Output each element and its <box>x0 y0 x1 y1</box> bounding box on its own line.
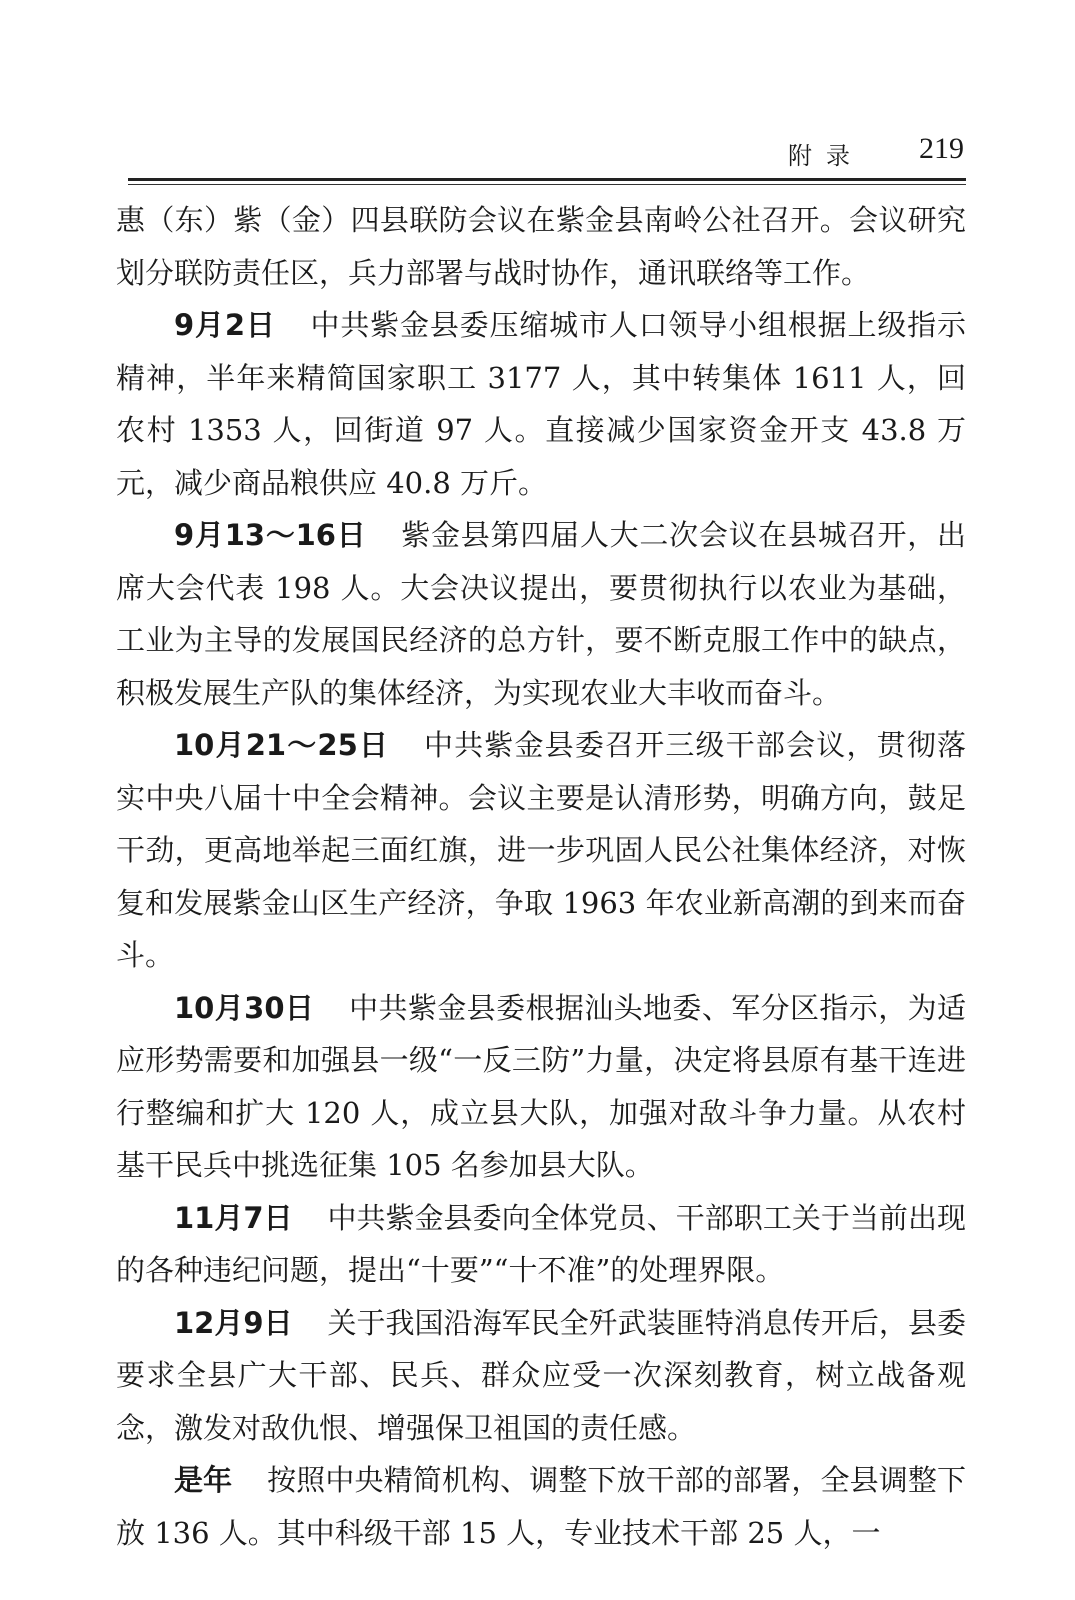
entry-date: 10月30日 <box>174 990 315 1025</box>
entry-text: 关于我国沿海军民全歼武装匪特消息传开后，县委要求全县广大干部、民兵、群众应受一次深刻教育，树立战备观念，激发对敌仇恨、增强保卫祖国的责任感。 <box>116 1305 966 1445</box>
header-rule-thick <box>128 178 966 181</box>
entry-text: 紫金县第四届人大二次会议在县城召开，出席大会代表 198 人。大会决议提出，要贯彻执行以农业为基础，工业为主导的发展国民经济的总方针，要不断克服工作中的缺点，积极发展生产队的集体经济，为实现农业大丰收而奋斗。 <box>116 518 966 710</box>
chronicle-text <box>116 194 966 1559</box>
entry-date: 10月21～25日 <box>174 728 390 762</box>
entry-paragraph <box>116 299 966 509</box>
entry-date: 11月7日 <box>174 1200 293 1235</box>
entry-paragraph <box>116 719 966 982</box>
entry-paragraph <box>116 982 966 1192</box>
entry-date: 是年 <box>174 1463 233 1497</box>
section-title: 附录 <box>788 142 864 170</box>
paragraph-text: 惠（东）紫（金）四县联防会议在紫金县南岭公社召开。会议研究划分联防责任区，兵力部署与战时协作，通讯联络等工作。 <box>116 203 966 290</box>
paragraph-continuation <box>116 194 966 299</box>
entry-paragraph <box>116 509 966 719</box>
entry-date: 9月13～16日 <box>174 518 367 552</box>
entry-paragraph <box>116 1454 966 1559</box>
entry-text: 中共紫金县委压缩城市人口领导小组根据上级指示精神，半年来精简国家职工 3177 人，其中转集体 1611 人，回农村 1353 人，回街道 97 人。直接减少国家资金开支 43.8 万元，减少商品粮供应 40.8 万斤。 <box>116 308 966 500</box>
entry-text: 按照中央精简机构、调整下放干部的部署，全县调整下放 136 人。其中科级干部 15 人，专业技术干部 25 人，一 <box>116 1463 966 1550</box>
header-rule-thin <box>128 184 966 185</box>
page-number: 219 <box>919 132 964 165</box>
entry-paragraph <box>116 1192 966 1297</box>
entry-text: 中共紫金县委向全体党员、干部职工关于当前出现的各种违纪问题，提出“十要”“十不准”的处理界限。 <box>116 1200 966 1287</box>
entry-date: 12月9日 <box>174 1305 293 1340</box>
entry-paragraph <box>116 1297 966 1455</box>
entry-date: 9月2日 <box>174 308 276 342</box>
entry-text: 中共紫金县委召开三级干部会议，贯彻落实中央八届十中全会精神。会议主要是认清形势，明确方向，鼓足干劲，更高地举起三面红旗，进一步巩固人民公社集体经济，对恢复和发展紫金山区生产经济，争取 1963 年农业新高潮的到来而奋斗。 <box>116 728 966 972</box>
running-header <box>128 128 964 184</box>
entry-text: 中共紫金县委根据汕头地委、军分区指示，为适应形势需要和加强县一级“一反三防”力量，决定将县原有基干连进行整编和扩大 120 人，成立县大队，加强对敌斗争力量。从农村基干民兵中挑选征集 105 名参加县大队。 <box>116 990 966 1182</box>
